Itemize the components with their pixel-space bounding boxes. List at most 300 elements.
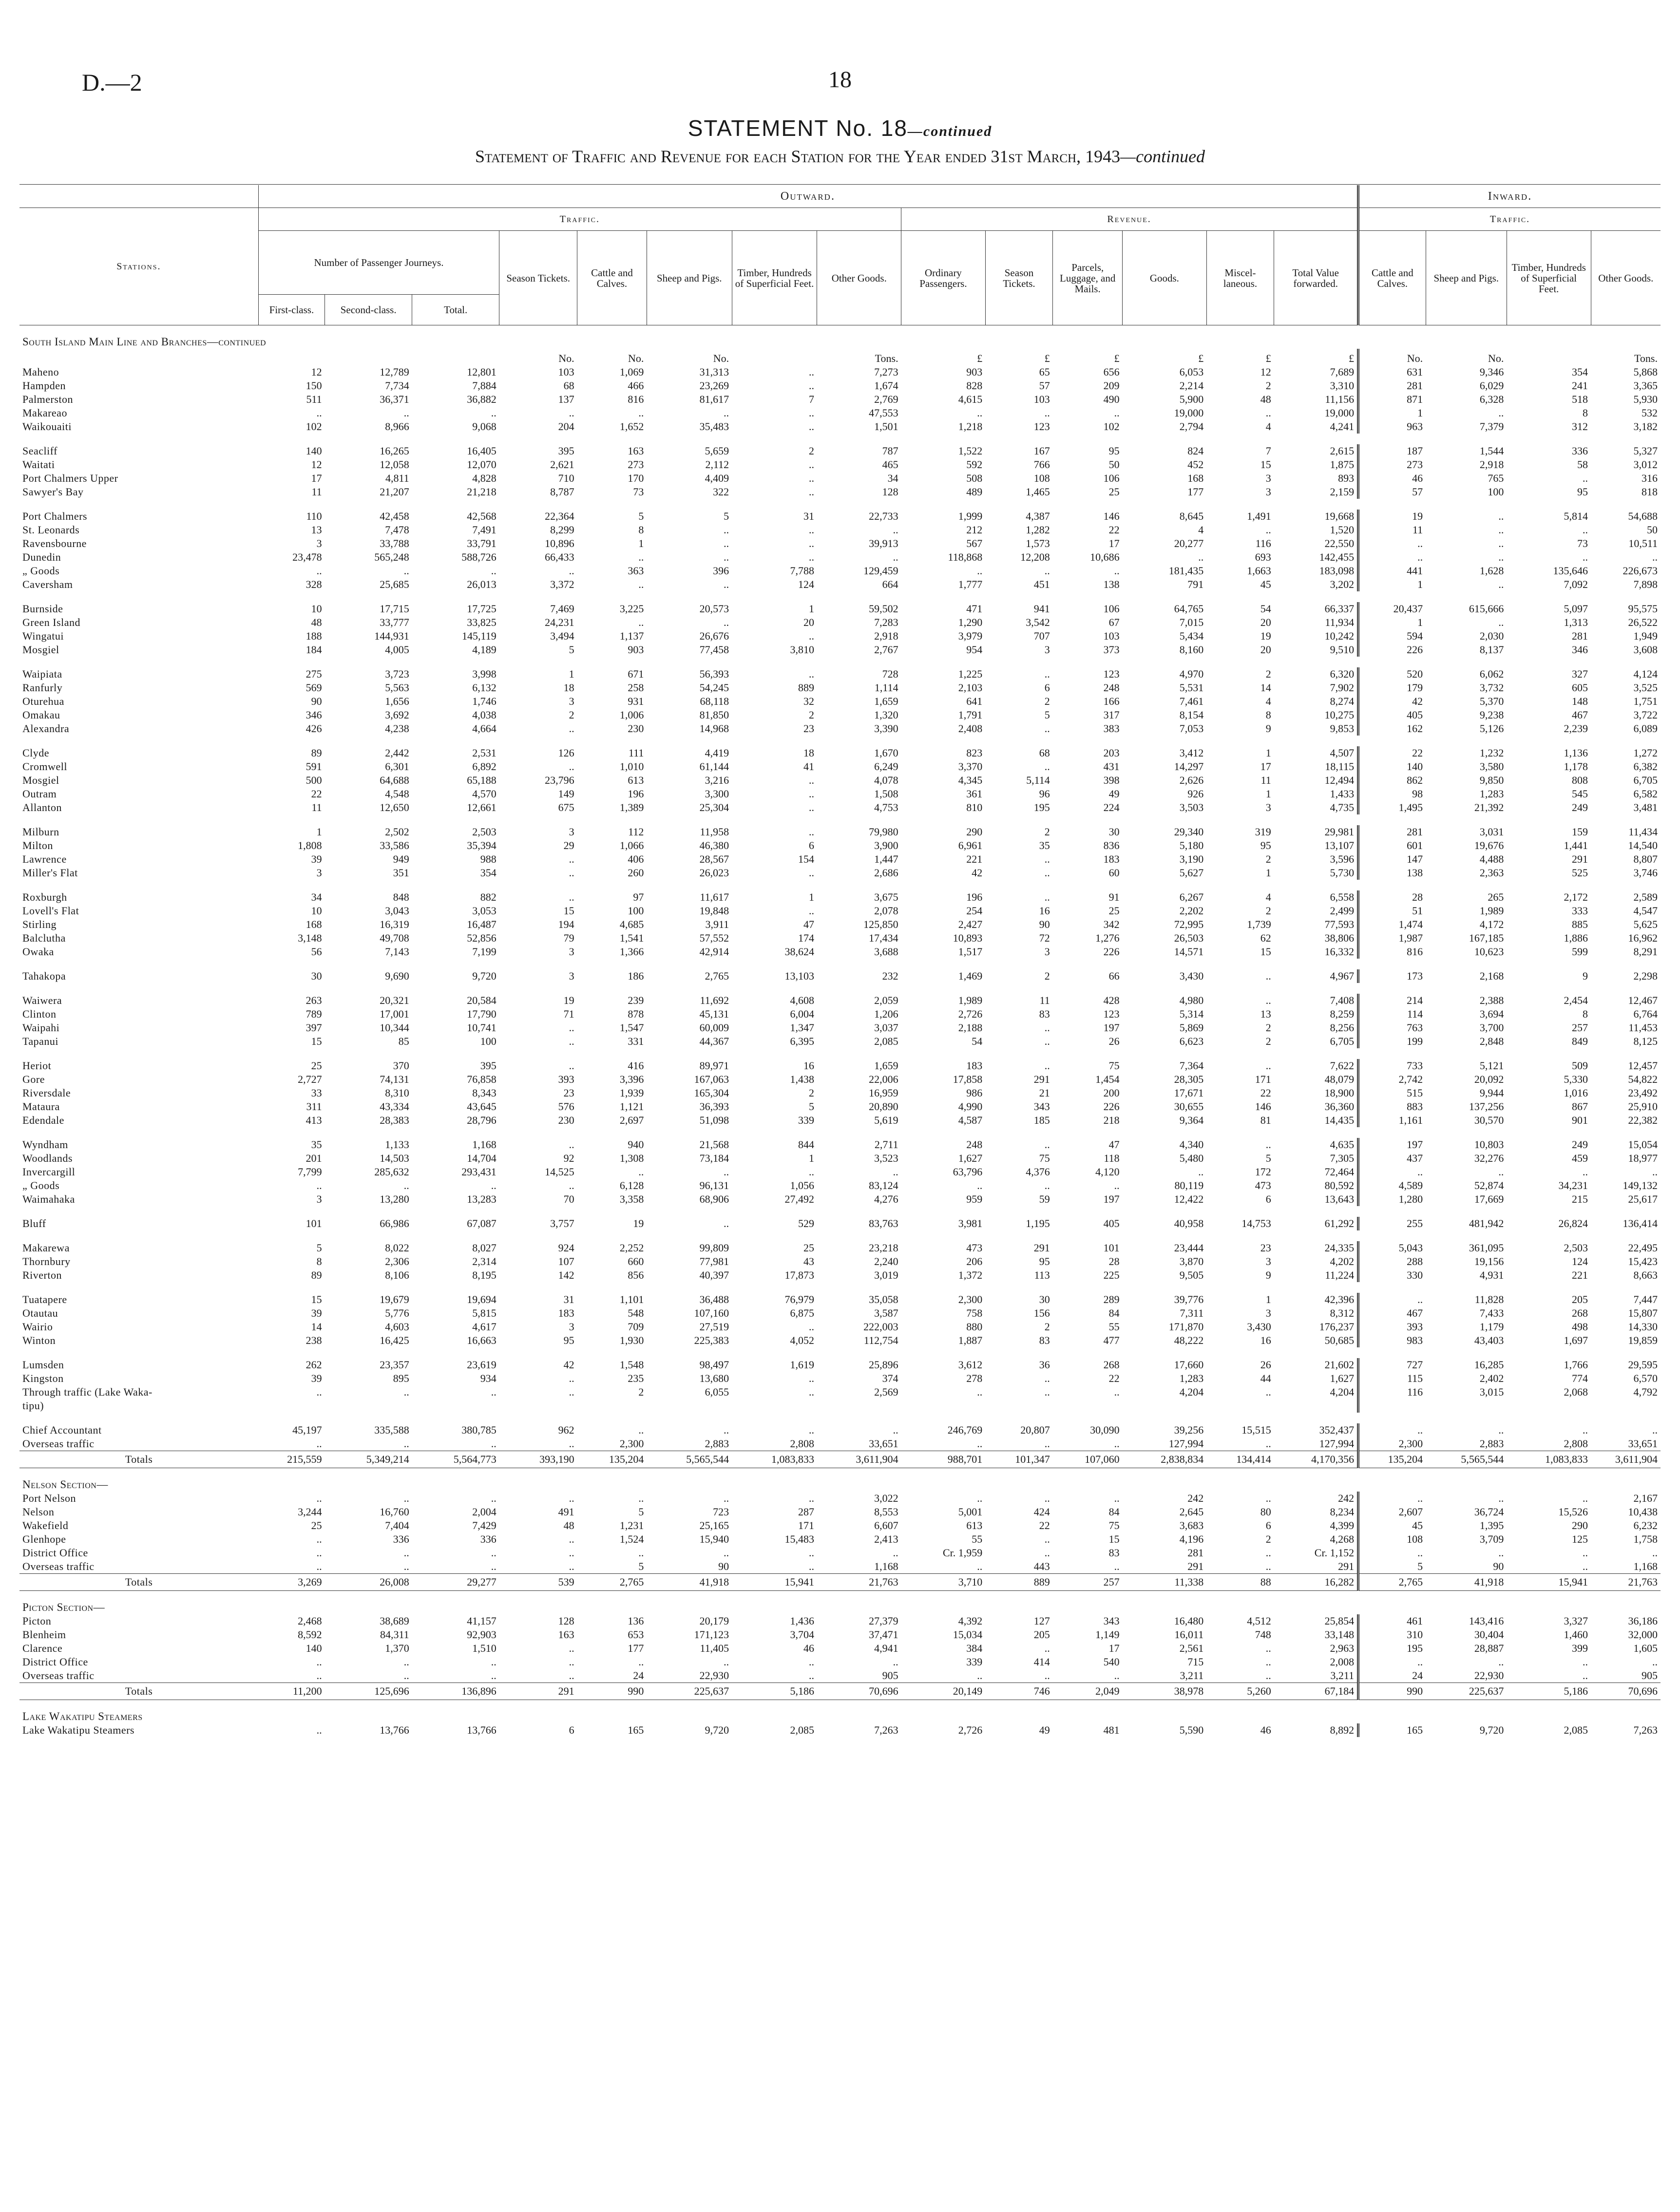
table-cell: 136,414 [1623, 1217, 1658, 1229]
table-cell: 33,777 [380, 616, 409, 628]
spacer-cell [19, 814, 1661, 825]
table-cell: 4,811 [385, 472, 409, 484]
table-row [19, 801, 1661, 814]
table-cell: 5,625 [1633, 918, 1658, 930]
table-cell: 354 [1572, 366, 1588, 378]
table-cell: 1,758 [1633, 1533, 1658, 1545]
table-cell: 532 [1642, 407, 1658, 419]
table-cell: 22 [1108, 1372, 1120, 1384]
table-cell: 187 [1358, 444, 1426, 458]
table-cell: 66,337 [1324, 603, 1355, 615]
table-cell: 70 [563, 1193, 574, 1205]
totals-row [19, 1574, 1661, 1591]
table-cell: 2,569 [874, 1386, 898, 1398]
table-cell: .. [403, 1669, 409, 1682]
table-cell: 166 [1103, 695, 1120, 707]
table-cell: 576 [558, 1100, 574, 1113]
header-other-goods: Other Goods. [817, 231, 901, 325]
spacer-row [19, 983, 1661, 994]
table-cell: .. [638, 407, 644, 419]
table-cell: 1,751 [1633, 695, 1658, 707]
table-cell: 986 [966, 1087, 983, 1099]
table-cell: 47 [1108, 1138, 1120, 1151]
table-cell: 95 [1108, 445, 1120, 457]
table-cell: 20 [803, 616, 814, 628]
table-cell: 4,268 [1330, 1533, 1355, 1545]
table-cell: Tons. [1634, 352, 1658, 364]
table-cell: 15,807 [1628, 1307, 1658, 1319]
table-cell: 23,444 [1174, 1242, 1204, 1254]
table-row [19, 1192, 1661, 1206]
table-cell: 285,632 [374, 1166, 409, 1178]
table-cell: 89,971 [699, 1059, 729, 1072]
header-in-timber: Timber, Hundreds of Superficial Feet. [1507, 231, 1591, 325]
table-cell: 148 [1572, 695, 1588, 707]
table-cell: 12,208 [1020, 551, 1050, 563]
statement-title-text: STATEMENT No. 18 [687, 115, 908, 141]
table-cell: 1,573 [1026, 537, 1050, 549]
table-cell: 2,765 [577, 1574, 647, 1591]
table-cell: 100 [1488, 486, 1504, 498]
table-cell: 10,511 [1628, 537, 1658, 549]
table-cell: 5,815 [472, 1307, 496, 1319]
table-cell: .. [491, 1437, 496, 1450]
table-cell: 2,085 [874, 1035, 898, 1047]
table-cell: 246,769 [947, 1424, 983, 1436]
table-cell: 2 [1265, 1021, 1271, 1034]
table-cell: 25,854 [1324, 1615, 1355, 1627]
table-cell: 2,963 [1330, 1642, 1355, 1654]
table-cell: 895 [393, 1372, 409, 1384]
table-cell: .. [1265, 1437, 1271, 1450]
table-cell: 2 [569, 709, 574, 721]
table-cell: 9,720 [705, 1724, 729, 1736]
table-cell: 1,308 [619, 1152, 644, 1164]
table-row [19, 444, 1661, 458]
table-cell: 4,735 [1330, 801, 1355, 813]
table-cell: .. [491, 1492, 496, 1504]
table-row [19, 1217, 1661, 1230]
table-cell: 14 [1260, 681, 1271, 694]
table-cell: 5,126 [1479, 722, 1504, 735]
table-cell: 336 [480, 1533, 496, 1545]
table-row [19, 1059, 1661, 1073]
table-row [19, 1268, 1661, 1282]
table-cell: 11,453 [1628, 1021, 1658, 1034]
table-cell: 8 [1583, 407, 1588, 419]
table-cell: 77,981 [699, 1255, 729, 1267]
table-cell: 222,003 [863, 1321, 898, 1333]
traffic-revenue-table [19, 185, 1661, 1737]
table-cell: 7,199 [472, 945, 496, 958]
table-cell: 112,754 [863, 1334, 898, 1346]
table-cell: 3,390 [874, 722, 898, 735]
table-cell: 2,300 [619, 1437, 644, 1450]
table-cell: 113 [1034, 1269, 1050, 1281]
table-cell: 9,720 [472, 970, 496, 982]
table-cell: 85 [398, 1035, 409, 1047]
station-name: Palmerston [22, 393, 73, 405]
table-cell: 3 [1044, 643, 1050, 656]
table-cell: 197 [1103, 1021, 1120, 1034]
table-cell: .. [808, 1424, 814, 1436]
table-cell: 828 [966, 379, 983, 392]
table-cell: .. [1114, 1386, 1120, 1398]
station-name: Stirling [22, 918, 57, 930]
table-cell: 2,726 [958, 1008, 983, 1020]
table-cell: 81 [1260, 1114, 1271, 1126]
table-cell: .. [1498, 1166, 1504, 1178]
table-cell: 62 [1260, 932, 1271, 944]
table-cell: 30 [311, 970, 322, 982]
table-cell: 17,001 [380, 1008, 409, 1020]
table-cell: 3,494 [550, 630, 574, 642]
table-cell: 4,967 [1330, 970, 1355, 982]
table-cell: 71 [563, 1008, 574, 1020]
table-cell: 473 [1255, 1179, 1271, 1191]
table-row [19, 904, 1661, 918]
table-cell: 4,241 [1330, 420, 1355, 433]
table-cell: 33,825 [467, 616, 496, 628]
table-cell: 441 [1358, 564, 1426, 578]
table-cell: 424 [1033, 1506, 1050, 1518]
table-cell: 81,850 [699, 709, 729, 721]
table-cell: 2 [1265, 1533, 1271, 1545]
station-name: Owaka [22, 945, 54, 958]
table-cell: 3,269 [258, 1574, 325, 1591]
table-cell: 3,430 [1179, 970, 1204, 982]
table-cell: 107,160 [694, 1307, 729, 1319]
table-cell: 39,776 [1174, 1293, 1204, 1305]
table-cell: 1,395 [1479, 1519, 1504, 1531]
table-cell [325, 1399, 412, 1413]
table-cell: 3,430 [1247, 1321, 1271, 1333]
table-cell: 746 [985, 1683, 1053, 1700]
station-name: Waiwera [22, 994, 62, 1006]
table-cell: 3,611,904 [817, 1451, 901, 1468]
table-cell: 715 [1187, 1656, 1204, 1668]
table-cell: £ [1349, 352, 1355, 364]
table-cell: 13,103 [784, 970, 814, 982]
table-cell: 5 [1044, 709, 1050, 721]
table-cell: 140 [305, 445, 322, 457]
table-cell: 1 [638, 537, 644, 549]
table-row [19, 1334, 1661, 1347]
table-row [19, 1152, 1661, 1165]
table-cell: 12,801 [467, 366, 496, 378]
table-cell: 316 [1642, 472, 1658, 484]
table-cell: .. [1583, 1166, 1588, 1178]
table-cell: 90 [718, 1560, 729, 1572]
table-cell: 13,280 [380, 1193, 409, 1205]
table-cell: 5 [316, 1242, 322, 1254]
header-ordinary-passengers: Ordinary Passengers. [901, 231, 986, 325]
table-cell: 16,959 [869, 1087, 898, 1099]
table-cell: 13,283 [467, 1193, 496, 1205]
table-cell: 466 [628, 379, 644, 392]
table-cell: 405 [1103, 1217, 1120, 1229]
table-cell: 26,676 [699, 630, 729, 642]
table-cell: 1,663 [1247, 565, 1271, 577]
table-cell: .. [569, 891, 574, 903]
table-cell: 477 [1103, 1334, 1120, 1346]
table-cell: 346 [305, 709, 322, 721]
table-cell: 33,148 [1324, 1628, 1355, 1641]
table-row [19, 787, 1661, 801]
table-cell: 1,101 [619, 1293, 644, 1305]
table-cell: 525 [1572, 867, 1588, 879]
table-row [19, 629, 1661, 643]
table-cell: 47 [803, 918, 814, 930]
table-cell: 1 [1265, 1293, 1271, 1305]
table-cell: 4,124 [1633, 668, 1658, 680]
table-cell: 54 [972, 1035, 983, 1047]
table-cell: 48 [311, 616, 322, 628]
table-cell: 42 [1358, 695, 1426, 708]
table-cell: .. [1583, 1560, 1588, 1572]
table-cell: 3,031 [1479, 826, 1504, 838]
table-cell: 1,389 [619, 801, 644, 813]
table-cell: 8,892 [1330, 1724, 1355, 1736]
table-cell: 4,753 [874, 801, 898, 813]
table-cell: 48,222 [1174, 1334, 1204, 1346]
table-cell: .. [724, 1166, 729, 1178]
table-cell: 5 [724, 510, 729, 522]
table-cell: 171 [1255, 1073, 1271, 1085]
table-cell: .. [724, 407, 729, 419]
station-name: Clarence [22, 1642, 63, 1654]
table-cell: 990 [577, 1683, 647, 1700]
table-cell: 693 [1255, 551, 1271, 563]
table-cell: 1,136 [1564, 747, 1588, 759]
table-cell: 14,503 [380, 1152, 409, 1164]
table-row [19, 1723, 1661, 1737]
table-row [19, 1100, 1661, 1114]
table-cell: 1,628 [1479, 565, 1504, 577]
station-name: Gore [22, 1073, 45, 1085]
table-cell: 361,095 [1469, 1242, 1504, 1254]
table-cell: 5,900 [1179, 393, 1204, 405]
table-cell: 3,523 [874, 1152, 898, 1164]
table-cell: 15 [1108, 1533, 1120, 1545]
table-cell: 49 [1039, 1724, 1050, 1736]
table-cell: 55 [972, 1533, 983, 1545]
table-cell: 5 [569, 643, 574, 656]
table-cell: 291 [1187, 1560, 1204, 1572]
table-cell: 791 [1187, 578, 1204, 590]
table-cell: 4,548 [385, 788, 409, 800]
table-cell: 10,344 [380, 1021, 409, 1034]
table-cell: 1,627 [1330, 1372, 1355, 1384]
table-cell: 1,149 [1095, 1628, 1120, 1641]
table-cell: .. [1265, 524, 1271, 536]
table-cell: 25,304 [699, 801, 729, 813]
table-cell: 15,941 [1507, 1574, 1591, 1591]
table-cell: 871 [1358, 393, 1426, 406]
table-cell: 588,726 [461, 551, 496, 563]
table-cell: 162 [1358, 722, 1426, 736]
table-cell: 17,671 [1174, 1087, 1204, 1099]
table-row [19, 602, 1661, 616]
station-name: Roxburgh [22, 891, 67, 903]
table-cell: 15,483 [784, 1533, 814, 1545]
table-cell: 3,037 [874, 1021, 898, 1034]
table-cell: 934 [480, 1372, 496, 1384]
table-cell: 615,666 [1469, 603, 1504, 615]
table-cell: 6,062 [1479, 668, 1504, 680]
table-cell: .. [491, 1547, 496, 1559]
table-row [19, 510, 1661, 523]
table-cell: 3,300 [705, 788, 729, 800]
table-cell: 248 [1103, 681, 1120, 694]
table-cell: 46 [803, 1642, 814, 1654]
table-row [19, 890, 1661, 904]
station-name: St. Leonards [22, 524, 80, 536]
table-cell: .. [638, 1656, 644, 1668]
table-cell: 3,053 [472, 905, 496, 917]
table-cell: 343 [1103, 1615, 1120, 1627]
table-cell: 6 [1044, 681, 1050, 694]
table-cell: 1,541 [619, 932, 644, 944]
table-cell: 1 [1358, 578, 1426, 591]
table-cell [985, 1399, 1053, 1413]
table-cell: 361 [966, 788, 983, 800]
table-cell: 343 [1033, 1100, 1050, 1113]
table-cell: 509 [1572, 1059, 1588, 1072]
table-cell: 5,590 [1179, 1724, 1204, 1736]
table-cell: .. [569, 722, 574, 735]
table-cell: 143,416 [1469, 1615, 1504, 1627]
station-name: Caversham [22, 578, 73, 590]
table-cell: 102 [305, 420, 322, 433]
table-cell: 4,547 [1633, 905, 1658, 917]
table-row [19, 458, 1661, 472]
table-cell: 235 [628, 1372, 644, 1384]
table-cell: 57,552 [699, 932, 729, 944]
table-cell: 1,276 [1095, 932, 1120, 944]
table-cell: 38,978 [1123, 1683, 1207, 1700]
table-cell: 70,696 [1591, 1683, 1661, 1700]
table-cell: 328 [305, 578, 322, 590]
station-name: Milburn [22, 826, 59, 838]
table-cell: 110 [306, 510, 322, 522]
table-cell: .. [491, 407, 496, 419]
spacer-row [19, 1127, 1661, 1138]
table-cell: .. [893, 524, 898, 536]
spacer-row [19, 814, 1661, 825]
table-cell: .. [724, 537, 729, 549]
table-cell: 44 [1260, 1372, 1271, 1384]
table-cell: 22 [311, 788, 322, 800]
header-outward: Outward. [258, 185, 1358, 208]
table-cell: 766 [1033, 458, 1050, 471]
section-heading: Nelson Section— [22, 1478, 108, 1491]
table-cell: 167,185 [1469, 932, 1504, 944]
table-cell: 8,125 [1633, 1035, 1658, 1047]
table-cell: .. [638, 616, 644, 628]
table-cell: 2,848 [1479, 1035, 1504, 1047]
station-name: Port Chalmers Upper [22, 472, 118, 484]
table-cell: 66,986 [380, 1217, 409, 1229]
spacer-row [19, 1048, 1661, 1059]
station-name: Ravensbourne [22, 537, 87, 549]
table-cell: 1,887 [958, 1334, 983, 1346]
table-cell: 75 [1108, 1059, 1120, 1072]
table-cell: 4,172 [1479, 918, 1504, 930]
header-inward-traffic: Traffic. [1358, 208, 1661, 231]
table-cell: .. [638, 578, 644, 590]
table-cell: .. [569, 1179, 574, 1191]
spacer-row [19, 657, 1661, 667]
table-cell: 225,637 [647, 1683, 732, 1700]
table-cell: 149 [558, 788, 574, 800]
table-cell: 4,170,356 [1274, 1451, 1358, 1468]
table-cell: 5,565,544 [1426, 1451, 1507, 1468]
table-cell: 2,442 [385, 747, 409, 759]
table-cell: 22,733 [869, 510, 898, 522]
table-cell: 135,204 [1358, 1451, 1426, 1468]
table-cell: 103 [558, 366, 574, 378]
table-cell: 3,608 [1633, 643, 1658, 656]
table-cell: 8,663 [1633, 1269, 1658, 1281]
table-cell: 1,460 [1564, 1628, 1588, 1641]
table-cell: 6,089 [1633, 722, 1658, 735]
table-cell: 13,680 [699, 1372, 729, 1384]
table-cell: 567 [966, 537, 983, 549]
table-cell: 327 [1572, 668, 1588, 680]
table-cell: 38,624 [784, 945, 814, 958]
table-cell: 111 [629, 747, 644, 759]
table-cell: 25,910 [1628, 1100, 1658, 1113]
table-row [19, 1293, 1661, 1306]
table-cell: 3,580 [1479, 760, 1504, 773]
table-cell: 1,659 [874, 1059, 898, 1072]
table-cell: 64,765 [1174, 603, 1204, 615]
table-row [19, 1114, 1661, 1127]
table-cell: 3 [316, 537, 322, 549]
table-row [19, 1306, 1661, 1320]
table-cell: 4 [1198, 524, 1204, 536]
table-cell: 26 [1108, 1035, 1120, 1047]
table-cell: 22,495 [1628, 1242, 1658, 1254]
table-cell: 16,663 [467, 1334, 496, 1346]
table-cell: 3 [1265, 801, 1271, 813]
table-cell: 4,615 [958, 393, 983, 405]
table-cell: 2 [1044, 1321, 1050, 1333]
table-cell: 17,790 [467, 1008, 496, 1020]
table-cell: £ [1265, 352, 1271, 364]
table-cell: 273 [1358, 458, 1426, 472]
spacer-cell [19, 1127, 1661, 1138]
table-cell: 165 [628, 1724, 644, 1736]
table-cell: 1,372 [958, 1269, 983, 1281]
table-cell: 11,828 [1474, 1293, 1504, 1305]
table-cell: 885 [1572, 918, 1588, 930]
table-cell: 30,090 [1090, 1424, 1120, 1436]
table-cell: 8,787 [550, 486, 574, 498]
table-cell: 56,393 [699, 668, 729, 680]
table-cell: 3 [569, 945, 574, 958]
table-cell: 263 [305, 994, 322, 1006]
table-cell: 95,575 [1628, 603, 1658, 615]
table-row [19, 564, 1661, 578]
table-cell: 1,313 [1564, 616, 1588, 628]
table-cell: 1,232 [1479, 747, 1504, 759]
table-cell: 16,319 [380, 918, 409, 930]
table-cell: 4,570 [472, 788, 496, 800]
table-cell: 7,469 [550, 603, 574, 615]
table-cell: 5,260 [1206, 1683, 1274, 1700]
